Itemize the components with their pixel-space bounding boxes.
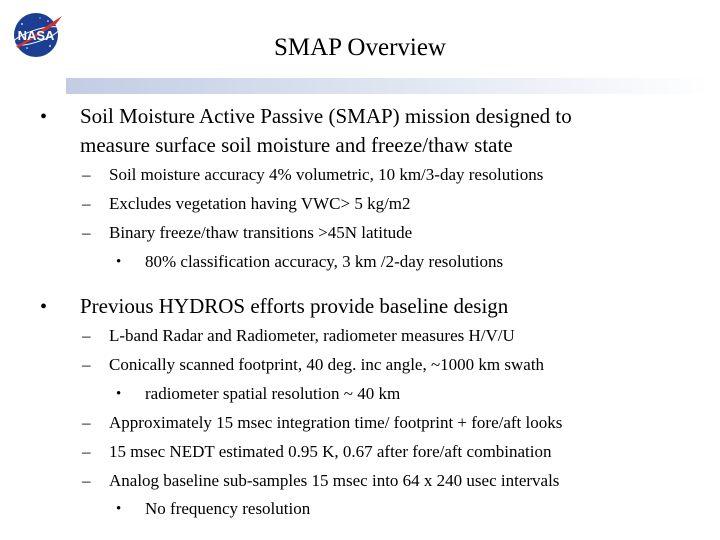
subsub-bullet-marker: • [116, 501, 122, 517]
subitem: Soil moisture accuracy 4% volumetric, 10 km/3-day resolutions [109, 165, 544, 184]
subitem: Approximately 15 msec integration time/ footprint + fore/aft looks [109, 413, 563, 432]
bullet-2-line-1: Previous HYDROS efforts provide baseline design [80, 294, 509, 318]
subitem: L-band Radar and Radiometer, radiometer measures H/V/U [109, 326, 515, 345]
subsubitem: radiometer spatial resolution ~ 40 km [145, 384, 401, 403]
bullet-1-line-2: measure surface soil moisture and freeze/thaw state [80, 133, 513, 157]
subitem: Binary freeze/thaw transitions >45N latitude [109, 223, 413, 242]
dash-marker: – [82, 413, 91, 432]
bullet-marker: • [40, 296, 48, 318]
subitem: Analog baseline sub-samples 15 msec into 64 x 240 usec intervals [109, 471, 560, 490]
logo-text: NASA [17, 28, 55, 43]
dash-marker: – [82, 355, 91, 374]
dash-marker: – [82, 223, 91, 242]
subitem: Excludes vegetation having VWC> 5 kg/m2 [109, 194, 411, 213]
nasa-logo [10, 10, 64, 60]
dash-marker: – [82, 194, 91, 213]
dash-marker: – [82, 442, 91, 461]
subsub-bullet-marker: • [116, 386, 122, 402]
subsub-bullet-marker: • [116, 254, 122, 270]
subitem: 15 msec NEDT estimated 0.95 K, 0.67 after fore/aft combination [109, 442, 552, 461]
bullet-1-line-1: Soil Moisture Active Passive (SMAP) mission designed to [80, 104, 572, 128]
slide-title: SMAP Overview [274, 34, 446, 61]
subitem: Conically scanned footprint, 40 deg. inc angle, ~1000 km swath [109, 355, 545, 374]
bullet-marker: • [40, 106, 48, 128]
title-rule [66, 78, 710, 94]
subsubitem: 80% classification accuracy, 3 km /2-day resolutions [145, 252, 504, 271]
dash-marker: – [82, 471, 91, 490]
subsubitem: No frequency resolution [145, 499, 311, 518]
dash-marker: – [82, 326, 91, 345]
dash-marker: – [82, 165, 91, 184]
